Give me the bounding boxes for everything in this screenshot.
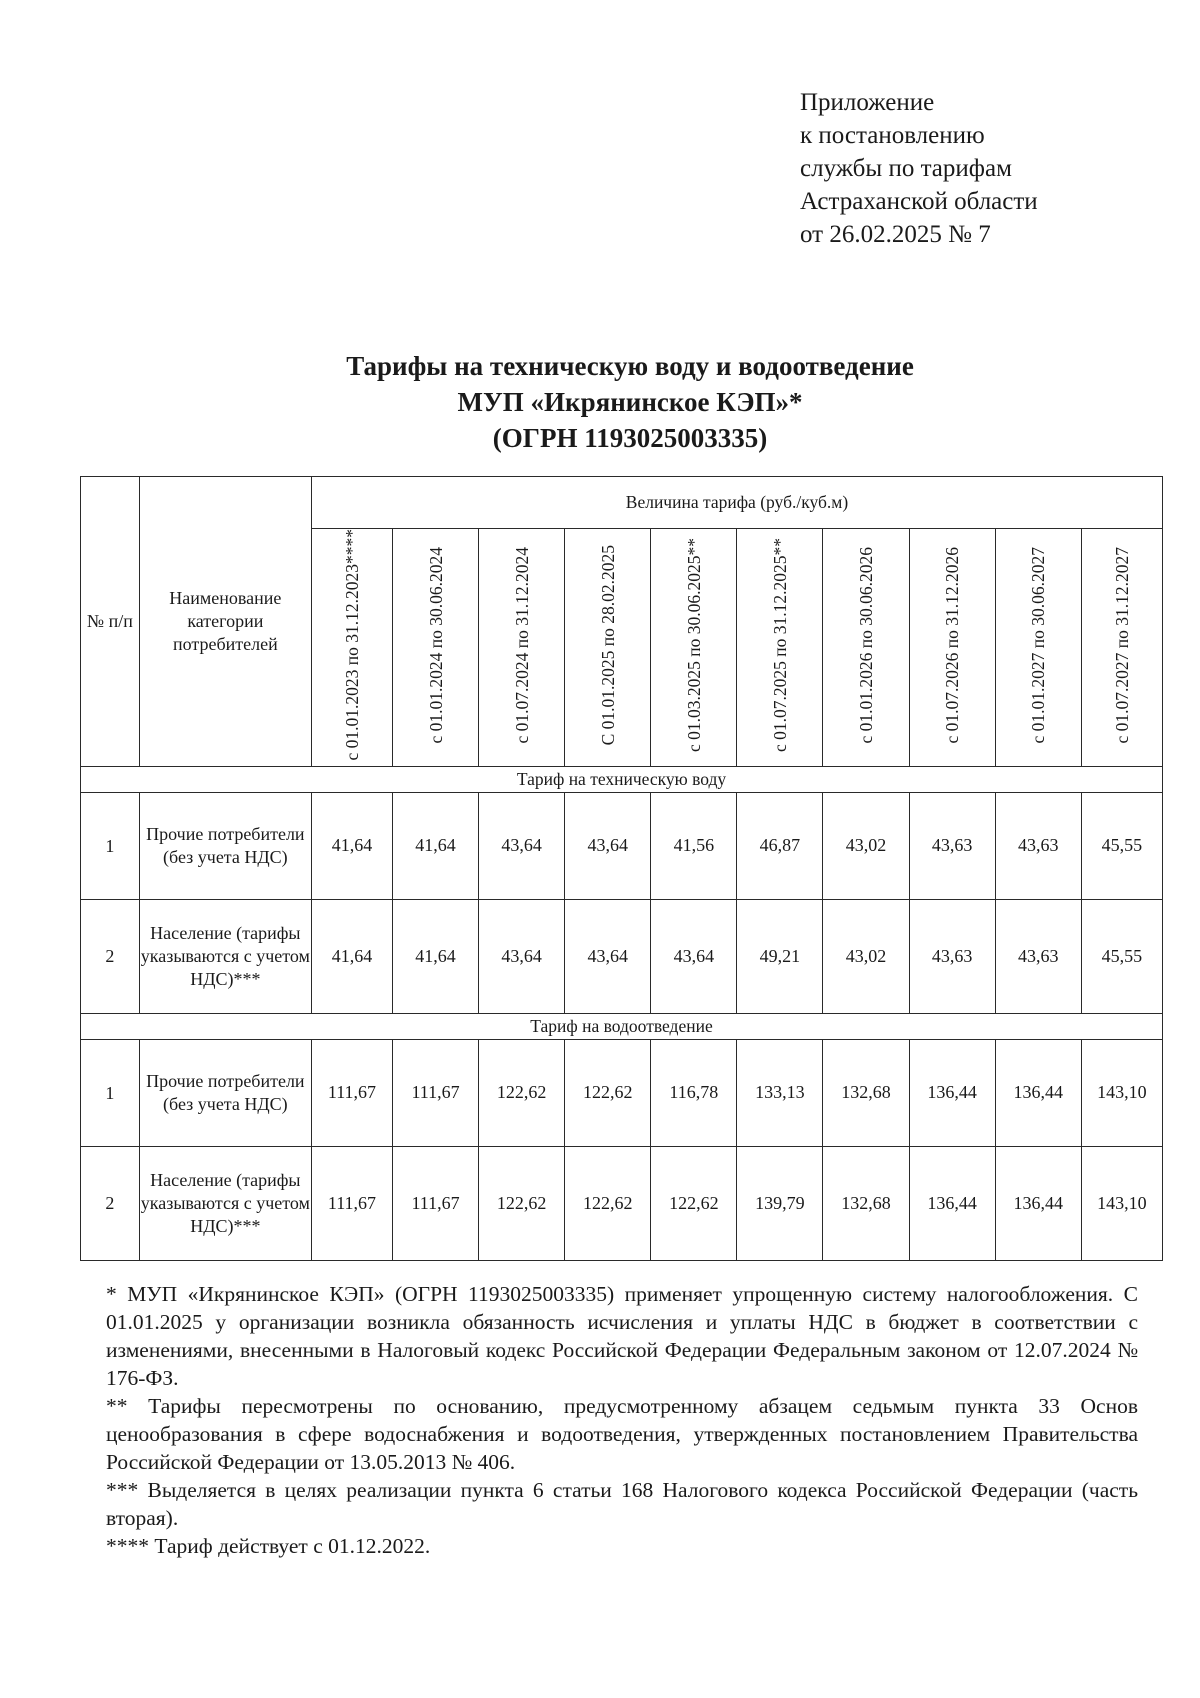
tariff-value: 41,64 [311, 792, 392, 899]
tariff-value: 122,62 [565, 1039, 651, 1146]
row-category: Прочие потребители (без учета НДС) [139, 792, 311, 899]
tariff-value: 111,67 [311, 1146, 392, 1260]
column-header-category: Наименование категории потребителей [139, 477, 311, 767]
appendix-line: к постановлению [800, 122, 985, 149]
tariff-value: 43,63 [995, 899, 1081, 1013]
footnotes [106, 1280, 1138, 1560]
period-header: с 01.03.2025 по 30.06.2025** [651, 529, 737, 767]
tariff-value: 45,55 [1081, 899, 1162, 1013]
table-row [81, 1146, 1163, 1260]
table-row [81, 899, 1163, 1013]
section-header-wastewater: Тариф на водоотведение [81, 1013, 1163, 1039]
tariff-value: 122,62 [651, 1146, 737, 1260]
tariff-value: 43,02 [823, 792, 909, 899]
row-number: 1 [81, 792, 140, 899]
row-category: Население (тарифы указываются с учетом НДС)*** [139, 899, 311, 1013]
tariff-value: 41,64 [392, 899, 478, 1013]
appendix-line: Астраханской области [800, 188, 1038, 215]
period-header: с 01.01.2026 по 30.06.2026 [823, 529, 909, 767]
tariff-value: 46,87 [737, 792, 823, 899]
period-header: с 01.07.2025 по 31.12.2025** [737, 529, 823, 767]
tariff-value: 132,68 [823, 1146, 909, 1260]
tariff-value: 136,44 [909, 1146, 995, 1260]
footnote: ** Тарифы пересмотрены по основанию, предусмотренному абзацем седьмым пункта 33 Основ ценообразования в сфере водоснабжения и водоотведения, утвержденных постановлением Правительства Российской Федерации от 13.05.2013 № 406. [106, 1394, 1138, 1474]
tariff-value: 132,68 [823, 1039, 909, 1146]
appendix-line: Приложение [800, 89, 935, 116]
tariff-value: 136,44 [995, 1039, 1081, 1146]
tariff-value: 139,79 [737, 1146, 823, 1260]
tariff-value: 49,21 [737, 899, 823, 1013]
title-line: (ОГРН 1193025003335) [492, 423, 768, 453]
tariff-value: 136,44 [909, 1039, 995, 1146]
tariff-value: 43,64 [479, 899, 565, 1013]
tariff-value: 41,56 [651, 792, 737, 899]
period-header: с 01.07.2027 по 31.12.2027 [1081, 529, 1162, 767]
footnote: *** Выделяется в целях реализации пункта 6 статьи 168 Налогового кодекса Российской Федерации (часть вторая). [106, 1478, 1138, 1530]
row-number: 1 [81, 1039, 140, 1146]
row-number: 2 [81, 899, 140, 1013]
appendix-block [800, 86, 1038, 251]
footnote: **** Тариф действует с 01.12.2022. [106, 1534, 431, 1558]
period-header: с 01.01.2023 по 31.12.2023**** [311, 529, 392, 767]
tariff-value: 111,67 [392, 1146, 478, 1260]
title-line: МУП «Икрянинское КЭП»* [457, 387, 803, 417]
tariff-value: 122,62 [479, 1039, 565, 1146]
tariff-value: 43,64 [565, 792, 651, 899]
table-row [81, 1039, 1163, 1146]
tariff-value: 136,44 [995, 1146, 1081, 1260]
tariff-table [80, 476, 1163, 1261]
tariff-value: 43,64 [479, 792, 565, 899]
tariff-value: 45,55 [1081, 792, 1162, 899]
period-header: с 01.01.2027 по 30.06.2027 [995, 529, 1081, 767]
document-title [0, 348, 1200, 456]
row-number: 2 [81, 1146, 140, 1260]
tariff-value: 43,64 [565, 899, 651, 1013]
tariff-value: 116,78 [651, 1039, 737, 1146]
row-category: Прочие потребители (без учета НДС) [139, 1039, 311, 1146]
footnote: * МУП «Икрянинское КЭП» (ОГРН 1193025003335) применяет упрощенную систему налогообложения. С 01.01.2025 у организации возникла обязанность исчисления и уплаты НДС в бюджет в соответствии с изменениями, внесенными в Налоговый кодекс Российской Федерации Федеральным законом от 12.07.2024 № 176-ФЗ. [106, 1282, 1138, 1390]
title-line: Тарифы на техническую воду и водоотведение [346, 351, 914, 381]
period-header: с 01.07.2026 по 31.12.2026 [909, 529, 995, 767]
tariff-value: 43,02 [823, 899, 909, 1013]
column-group-header: Величина тарифа (руб./куб.м) [311, 477, 1162, 529]
tariff-value: 43,63 [909, 792, 995, 899]
appendix-line: службы по тарифам [800, 155, 1012, 182]
tariff-value: 111,67 [392, 1039, 478, 1146]
column-header-number: № п/п [81, 477, 140, 767]
appendix-line: от 26.02.2025 № 7 [800, 221, 991, 248]
tariff-value: 43,64 [651, 899, 737, 1013]
tariff-value: 111,67 [311, 1039, 392, 1146]
tariff-value: 133,13 [737, 1039, 823, 1146]
tariff-value: 143,10 [1081, 1146, 1162, 1260]
period-header: с 01.07.2024 по 31.12.2024 [479, 529, 565, 767]
tariff-value: 122,62 [565, 1146, 651, 1260]
tariff-value: 41,64 [392, 792, 478, 899]
table-row [81, 792, 1163, 899]
period-header: С 01.01.2025 по 28.02.2025 [565, 529, 651, 767]
tariff-value: 41,64 [311, 899, 392, 1013]
row-category: Население (тарифы указываются с учетом НДС)*** [139, 1146, 311, 1260]
tariff-value: 122,62 [479, 1146, 565, 1260]
tariff-value: 43,63 [909, 899, 995, 1013]
period-header: с 01.01.2024 по 30.06.2024 [392, 529, 478, 767]
tariff-value: 43,63 [995, 792, 1081, 899]
section-header-technical-water: Тариф на техническую воду [81, 766, 1163, 792]
tariff-value: 143,10 [1081, 1039, 1162, 1146]
